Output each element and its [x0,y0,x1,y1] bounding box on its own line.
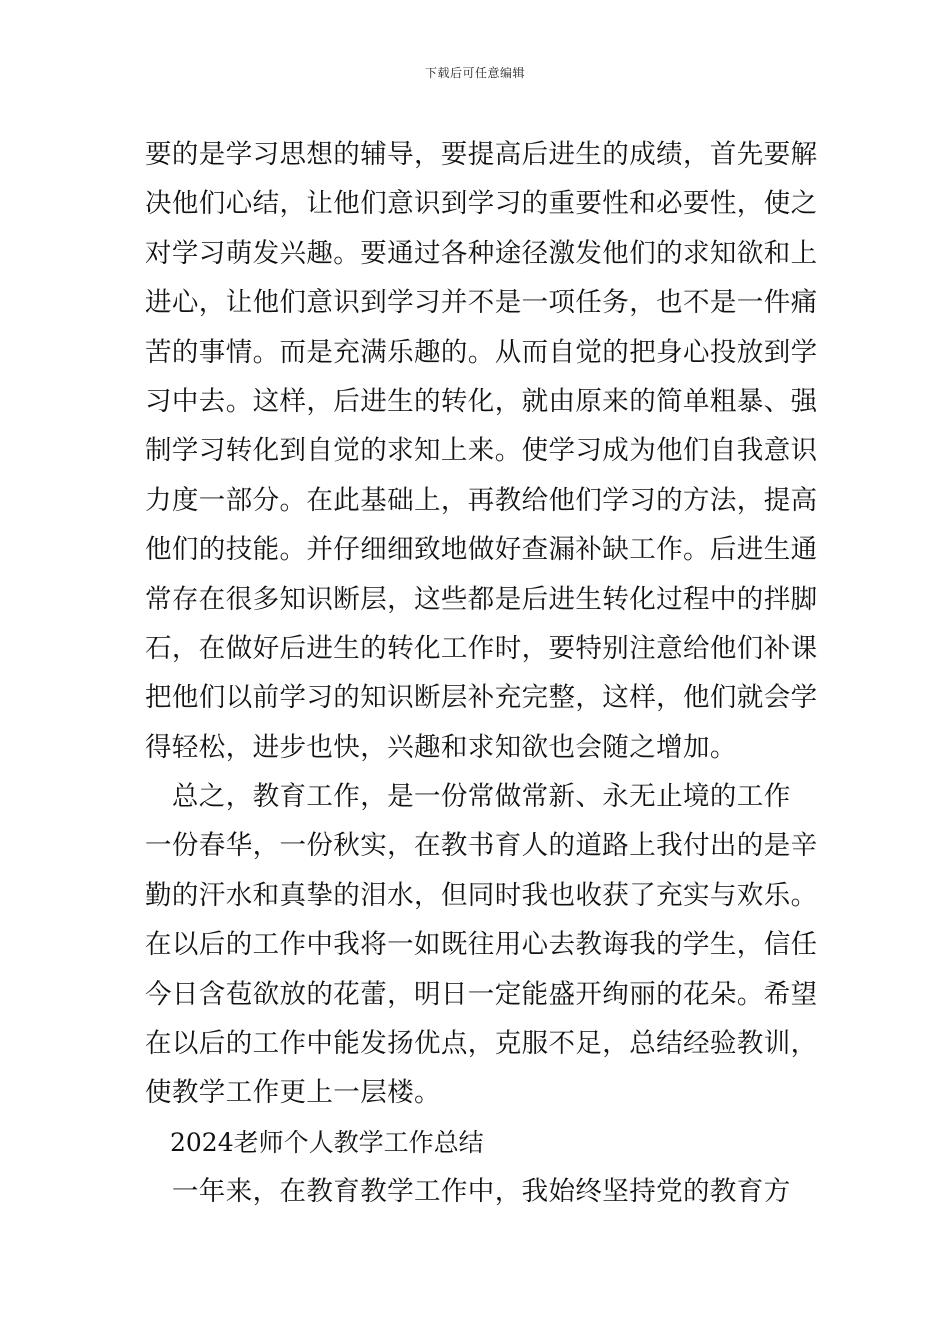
paragraph-line: 习中去。这样，后进生的转化，就由原来的简单粗暴、强 [145,385,818,417]
paragraph-line: 一份春华，一份秋实，在教书育人的道路上我付出的是辛 [145,830,818,862]
paragraph-line: 对学习萌发兴趣。要通过各种途径激发他们的求知欲和上 [145,237,818,269]
paragraph-line: 勤的汗水和真挚的泪水，但同时我也收获了充实与欢乐。 [145,879,818,911]
paragraph-line: 得轻松，进步也快，兴趣和求知欲也会随之增加。 [145,731,737,763]
paragraph-line: 要的是学习思想的辅导，要提高后进生的成绩，首先要解 [145,139,818,170]
page-header: 下载后可任意编辑 [424,66,525,80]
section-heading: 2024老师个人教学工作总结 [145,1127,484,1157]
paragraph-line: 石，在做好后进生的转化工作时，要特别注意给他们补课 [145,632,818,664]
paragraph-line: 一年来，在教育教学工作中，我始终坚持党的教育方 [145,1176,791,1208]
paragraph-line: 制学习转化到自觉的求知上来。使学习成为他们自我意识 [145,435,818,467]
paragraph-line: 苦的事情。而是充满乐趣的。从而自觉的把身心投放到学 [145,336,818,368]
paragraph-line: 在以后的工作中能发扬优点，克服不足，总结经验教训， [145,1028,818,1060]
paragraph-line: 在以后的工作中我将一如既往用心去教诲我的学生，信任 [145,929,818,961]
paragraph-line: 今日含苞欲放的花蕾，明日一定能盛开绚丽的花朵。希望 [145,978,818,1010]
paragraph-line: 他们的技能。并仔细细致地做好查漏补缺工作。后进生通 [145,534,818,566]
paragraph-line: 力度一部分。在此基础上，再教给他们学习的方法，提高 [145,484,818,516]
paragraph-line: 总之，教育工作，是一份常做常新、永无止境的工作 [145,781,791,813]
paragraph-line: 使教学工作更上一层楼。 [145,1077,441,1109]
document-body [145,130,818,1217]
paragraph-line: 把他们以前学习的知识断层补充完整，这样，他们就会学 [145,682,818,714]
paragraph-line: 决他们心结，让他们意识到学习的重要性和必要性，使之 [145,188,818,220]
paragraph-line: 常存在很多知识断层，这些都是后进生转化过程中的拌脚 [145,583,818,615]
paragraph-line: 进心，让他们意识到学习并不是一项任务，也不是一件痛 [145,287,818,319]
